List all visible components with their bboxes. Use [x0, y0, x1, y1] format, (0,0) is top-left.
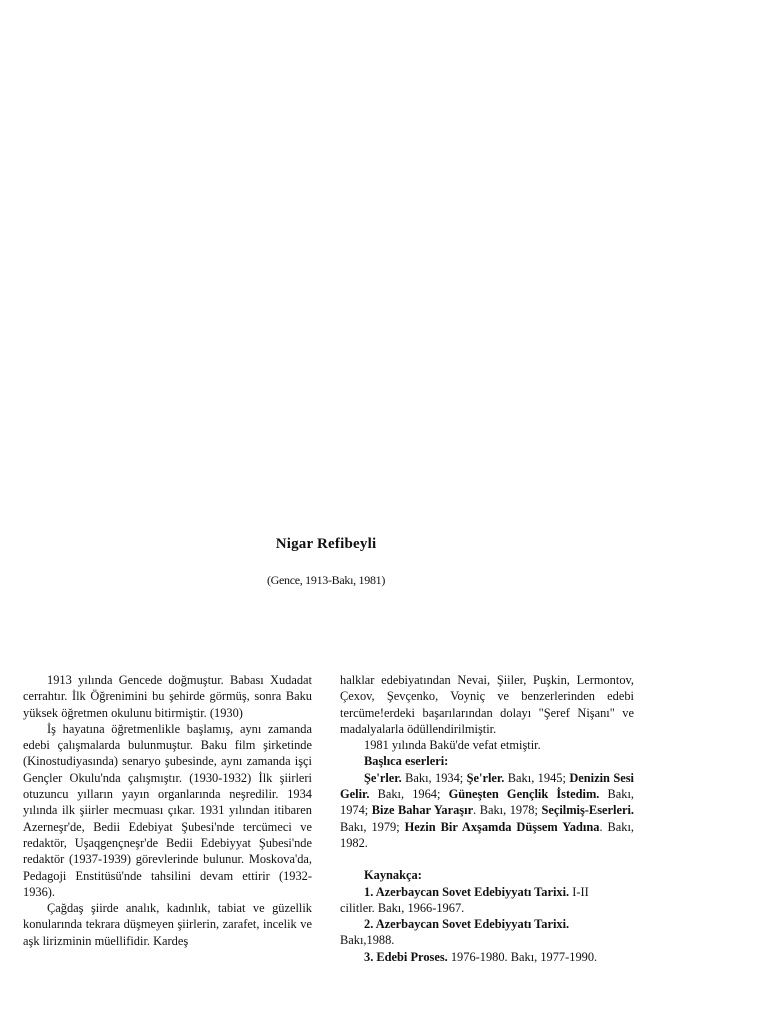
- work-detail: Bakı, 1945;: [504, 770, 570, 785]
- work-detail: Bakı, 1974;: [340, 787, 634, 818]
- page-title: Nigar Refibeyli: [275, 536, 377, 552]
- source-title: 3. Edebi Proses.: [364, 949, 448, 964]
- right-column: [340, 672, 634, 965]
- work-detail: Bakı, 1934;: [401, 770, 467, 785]
- paragraph-poetry: Çağdaş şiirde analık, kadınlık, tabiat ve güzellik konularında tekrara düşmeyen şiirlerin, zarafet, incelik ve aşk lirizminin müellifidir. Kardeş: [23, 901, 312, 948]
- sources-heading: Kaynakça:: [364, 868, 422, 883]
- work-detail: Bakı, 1964;: [369, 787, 449, 802]
- work-title: Seçilmiş-Eserleri.: [541, 803, 634, 818]
- paragraph-continuation: halklar edebiyatından Nevai, Şiiler, Puşkin, Lermontov, Çexov, Şevçenko, Voyniç ve benzerlerinden edebi tercüme!erdeki başarılarından dolayı "Şeref Nişanı" ve madalyalarla ödüllendirilmiştir.: [340, 673, 634, 736]
- work-title: Şe'rler.: [364, 770, 402, 785]
- source-item: [340, 884, 634, 900]
- work-detail: . Bakı, 1982.: [340, 819, 635, 850]
- work-title: Denizin Sesi Gelir.: [340, 770, 634, 802]
- work-title: Güneşten Gençlik İstedim.: [448, 787, 600, 802]
- spacer: [340, 851, 634, 867]
- paragraph-death: 1981 yılında Bakü'de vefat etmiştir.: [364, 738, 541, 753]
- work-title: Bize Bahar Yaraşır: [371, 803, 474, 818]
- source-item: [340, 916, 634, 932]
- page-subtitle: (Gence, 1913-Bakı, 1981): [266, 573, 386, 587]
- work-detail: . Bakı, 1978;: [473, 803, 542, 818]
- works-heading: Başlıca eserleri:: [364, 754, 449, 769]
- paragraph-birth: 1913 yılında Gencede doğmuştur. Babası Xudadat cerrahtır. İlk Öğrenimini bu şehirde görmüş, sonra Baku yüksek öğretmen okulunu bitirmiştir. (1930): [23, 673, 312, 720]
- source-continuation: Bakı,1988.: [340, 933, 395, 948]
- source-title: 2. Azerbaycan Sovet Edebiyyatı Tarixi.: [364, 917, 570, 932]
- source-detail: 1976-1980. Bakı, 1977-1990.: [447, 949, 598, 964]
- work-title: Şe'rler.: [466, 770, 505, 785]
- works-list: [340, 770, 634, 851]
- left-column: [23, 672, 312, 949]
- source-continuation: cilitler. Bakı, 1966-1967.: [340, 900, 465, 915]
- paragraph-career: İş hayatına öğretmenlikle başlamış, aynı zamanda edebi çalışmalarda bulunmuştur. Baku film şirketinde (Kinostudiyasında) senaryo şubesinde, aynı zamanda işçi Gençler Okulu'nda çalışmıştır. (1930-1932) İlk şiirleri otuzuncu yılların yayın organlarında neşredilir. 1934 yılında ilk şiirler mecmuası çıkar. 1931 yılından itibaren Azerneşr'de, Bedii Edebiyat Şubesi'nde tercümeci ve redaktör, Uşaqgençneşr'de Bedii Edebiyyat Şubesi'nde redaktör (1937-1939) görevlerinde bulunur. Moskova'da, Pedagoji Enstitüsü'nde tahsilini devam ettirir (1932-1936).: [23, 721, 312, 899]
- source-detail: I-II: [569, 884, 589, 899]
- work-title: Hezin Bir Axşamda Düşsem Yadına: [404, 819, 600, 834]
- source-title: 1. Azerbaycan Sovet Edebiyyatı Tarixi.: [364, 884, 570, 899]
- source-item: [340, 949, 634, 965]
- work-detail: Bakı, 1979;: [340, 819, 405, 834]
